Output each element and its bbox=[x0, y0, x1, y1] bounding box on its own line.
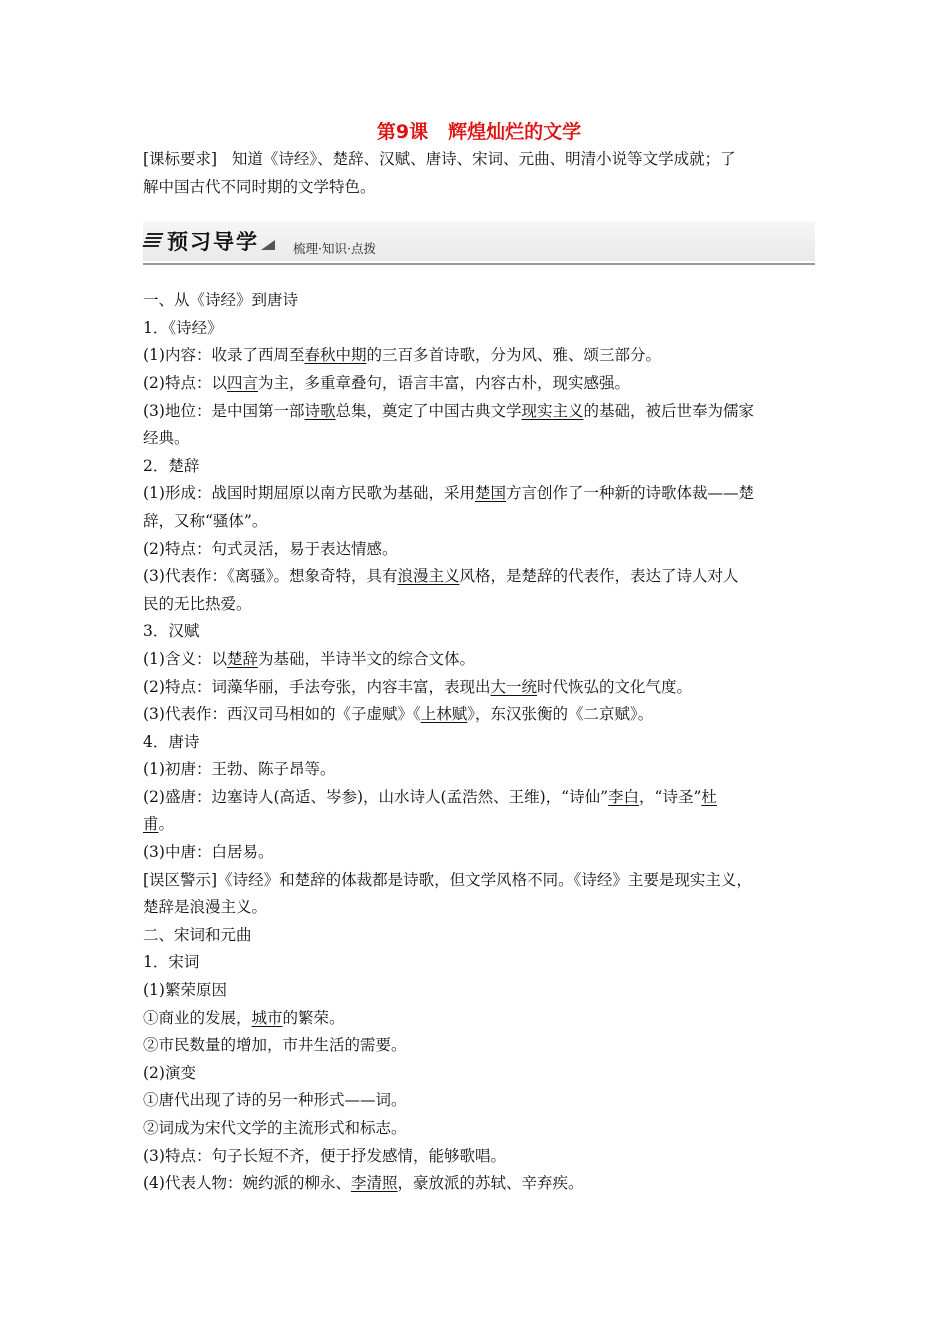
answer-blank: 上林赋 bbox=[420, 705, 468, 724]
document-page bbox=[143, 118, 815, 1198]
answer-blank: 大一统 bbox=[490, 677, 537, 696]
content-line: ①唐代出现了诗的另一种形式——词。 bbox=[143, 1091, 407, 1110]
topic-title: 2．楚辞 bbox=[143, 456, 200, 475]
section-banner bbox=[143, 217, 815, 265]
content-line: (3)地位：是中国第一部诗歌总集，奠定了中国古典文学现实主义的基础，被后世奉为儒家 bbox=[143, 401, 755, 420]
answer-blank: 现实主义 bbox=[521, 401, 584, 420]
content-line: (2)特点：句式灵活，易于表达情感。 bbox=[143, 539, 398, 558]
answer-blank: 甫 bbox=[143, 815, 159, 834]
answer-blank: 春秋中期 bbox=[304, 346, 367, 365]
content-line: (1)形成：战国时期屈原以南方民歌为基础，采用楚国方言创作了一种新的诗歌体裁——楚 bbox=[143, 484, 754, 503]
lesson-title bbox=[143, 118, 815, 146]
content-line: 经典。 bbox=[143, 429, 190, 448]
content-line: (2)演变 bbox=[143, 1063, 196, 1082]
content-line: (2)特点：词藻华丽，手法夸张，内容丰富，表现出大一统时代恢弘的文化气度。 bbox=[143, 677, 692, 696]
misconception-warning-cont: 楚辞是浪漫主义。 bbox=[143, 898, 268, 917]
lesson-name: 辉煌灿烂的文学 bbox=[448, 121, 582, 143]
answer-blank: 杜 bbox=[701, 787, 717, 806]
content-line: 民的无比热爱。 bbox=[143, 594, 252, 613]
answer-blank: 城市 bbox=[251, 1008, 283, 1027]
lesson-number: 第9课 bbox=[376, 121, 429, 143]
content-line: (1)含义：以楚辞为基础，半诗半文的综合文体。 bbox=[143, 649, 475, 668]
answer-blank: 李白 bbox=[608, 787, 640, 806]
answer-blank: 李清照 bbox=[350, 1174, 398, 1193]
content-line: (2)特点：以四言为主，多重章叠句，语言丰富，内容古朴，现实感强。 bbox=[143, 373, 630, 392]
content-line: (3)代表作：《离骚》。想象奇特，具有浪漫主义风格，是楚辞的代表作，表达了诗人对人 bbox=[143, 567, 739, 586]
content-line: (3)代表作：西汉司马相如的《子虚赋》《上林赋》，东汉张衡的《二京赋》。 bbox=[143, 705, 654, 724]
content-line: (3)特点：句子长短不齐，便于抒发感情，能够歌唱。 bbox=[143, 1146, 506, 1165]
content-line: 甫。 bbox=[143, 815, 175, 834]
topic-title: 3．汉赋 bbox=[143, 622, 200, 641]
section-heading: 二、宋词和元曲 bbox=[143, 925, 252, 944]
answer-blank: 诗歌 bbox=[304, 401, 336, 420]
content-line: ②词成为宋代文学的主流形式和标志。 bbox=[143, 1119, 407, 1137]
content-line: (1)内容：收录了西周至春秋中期的三百多首诗歌，分为风、雅、颂三部分。 bbox=[143, 346, 661, 365]
content-line: (4)代表人物：婉约派的柳永、李清照，豪放派的苏轼、辛弃疾。 bbox=[143, 1174, 584, 1193]
answer-blank: 楚国 bbox=[474, 484, 506, 503]
content-line: (3)中唐：白居易。 bbox=[143, 843, 274, 862]
section-heading: 一、从《诗经》到唐诗 bbox=[143, 291, 299, 310]
curriculum-requirement: [课标要求] 知道《诗经》、楚辞、汉赋、唐诗、宋词、元曲、明清小说等文学成就；了 bbox=[143, 150, 736, 168]
content-line: (2)盛唐：边塞诗人(高适、岑参)，山水诗人(孟浩然、王维)，“诗仙”李白，“诗圣”杜 bbox=[143, 787, 717, 806]
topic-title: 4．唐诗 bbox=[143, 732, 200, 751]
content-line: (1)繁荣原因 bbox=[143, 981, 227, 1000]
answer-blank: 四言 bbox=[226, 373, 258, 392]
answer-blank: 楚辞 bbox=[226, 649, 258, 668]
topic-title: 1．宋词 bbox=[143, 953, 200, 972]
curriculum-requirement-cont: 解中国古代不同时期的文学特色。 bbox=[143, 177, 376, 196]
content-line: (1)初唐：王勃、陈子昂等。 bbox=[143, 760, 336, 779]
triangle-icon bbox=[261, 240, 275, 250]
banner-title: 预习导学 bbox=[167, 230, 259, 255]
answer-blank: 浪漫主义 bbox=[397, 567, 460, 586]
misconception-warning: [误区警示]《诗经》和楚辞的体裁都是诗歌，但文学风格不同。《诗经》主要是现实主义， bbox=[143, 870, 752, 889]
content-line: ②市民数量的增加，市井生活的需要。 bbox=[143, 1036, 407, 1055]
content-line: 辞，又称“骚体”。 bbox=[143, 511, 268, 530]
content-line: ①商业的发展，城市的繁荣。 bbox=[143, 1008, 345, 1027]
topic-title: 1．《诗经》 bbox=[143, 318, 223, 337]
banner-subtitle: 梳理·知识·点拨 bbox=[293, 241, 376, 257]
